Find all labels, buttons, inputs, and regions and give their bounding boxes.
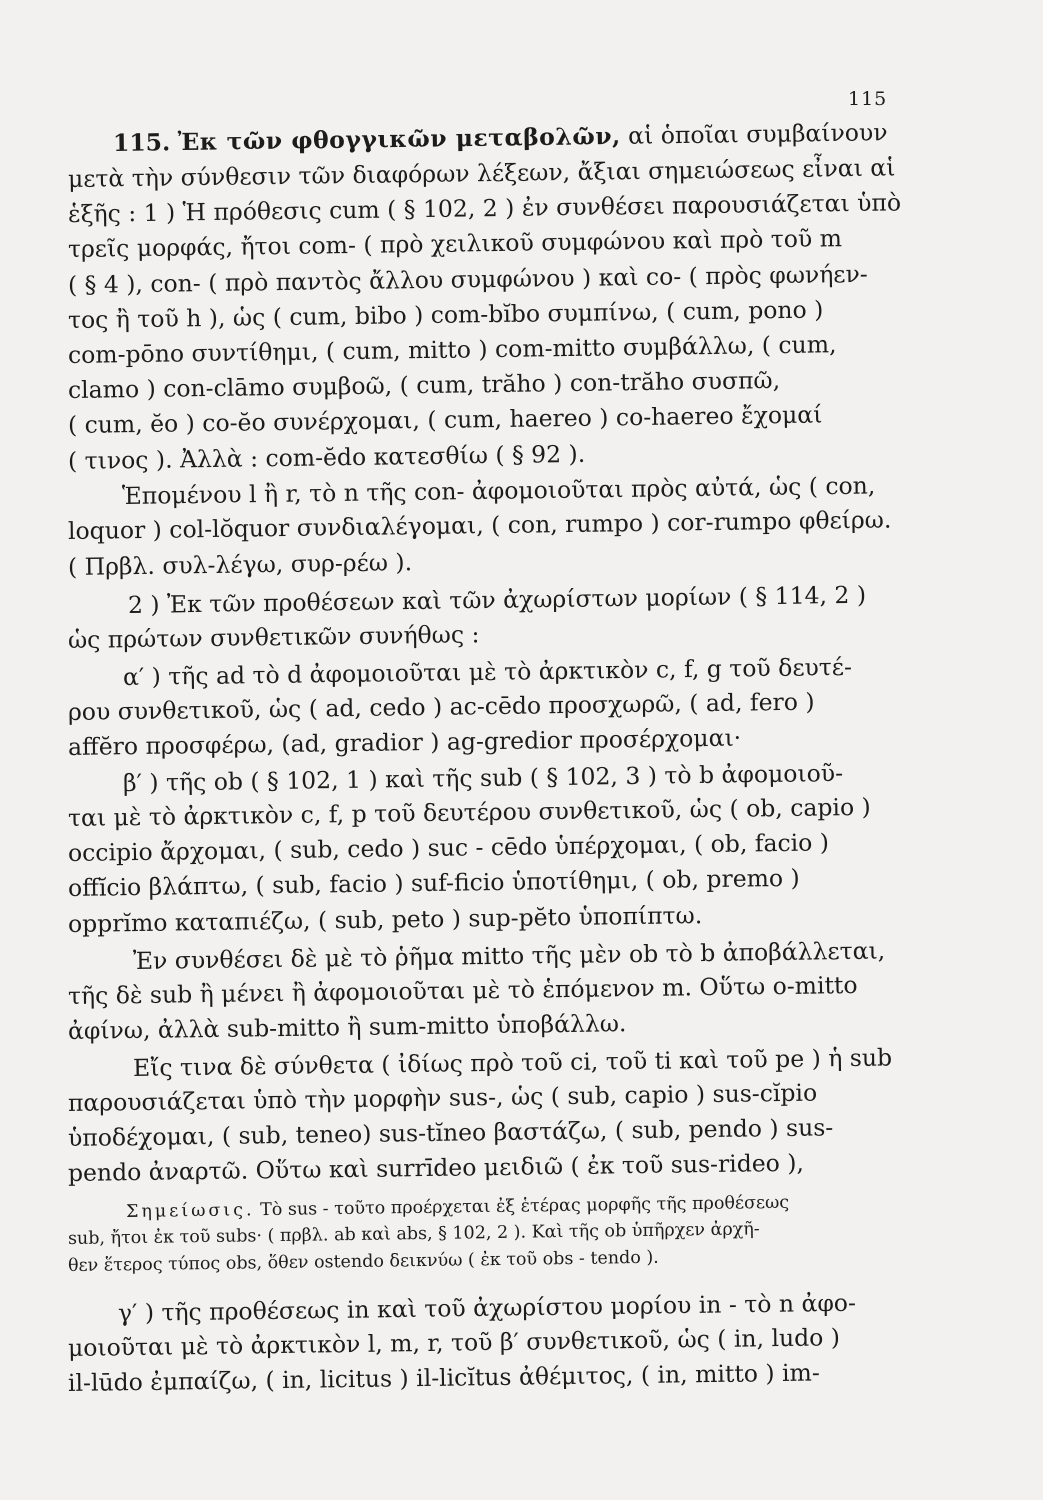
note-line: θεν ἕτερος τύπος obs, ὅθεν ostendo δεικνύω ( ἐκ τοῦ obs - tendo ). — [67, 1247, 659, 1276]
text-line: τῆς δὲ sub ἢ μένει ἢ ἀφομοιοῦται μὲ τὸ ἑπόμενον m. Οὕτω o-mitto — [67, 970, 858, 1010]
note-label: Σημείωσις. — [125, 1200, 255, 1222]
text-line-content: αἱ ὁποῖαι συμβαίνουν — [620, 118, 888, 150]
text-line: pendo ἀναρτῶ. Οὕτω καὶ surrīdeo μειδιῶ ( ἐκ τοῦ sus-rideo ), — [67, 1148, 805, 1187]
text-line: clamo ) con-clāmo συμβοῶ, ( cum, trăho ) con-trăho συσπῶ, — [67, 366, 781, 404]
text-line: ( τινος ). Ἀλλὰ : com-ĕdo κατεσθίω ( § 92 ). — [67, 439, 586, 475]
text-line: παρουσιάζεται ὑπὸ τὴν μορφὴν sus-, ὡς ( sub, capio ) sus-cĭpio — [67, 1078, 818, 1117]
text-line: ( Πρβλ. συλ-λέγω, συρ-ρέω ). — [67, 548, 413, 581]
text-line: ται μὲ τὸ ἀρκτικὸν c, f, p τοῦ δευτέρου συνθετικοῦ, ὡς ( ob, capio ) — [67, 792, 871, 832]
text-line: ὑποδέχομαι, ( sub, teneo) sus-tĭneo βαστάζω, ( sub, pendo ) sus- — [67, 1113, 834, 1152]
text-line: ( cum, ĕo ) co-ĕo συνέρχομαι, ( cum, haereo ) co-haereo ἔχομαί — [67, 400, 823, 439]
text-line: offĭcio βλάπτω, ( sub, facio ) suf-ficio ὑποτίθημι, ( ob, premo ) — [67, 863, 800, 902]
text-line: μοιοῦται μὲ τὸ ἀρκτικὸν l, m, r, τοῦ β′ συνθετικοῦ, ὡς ( in, ludo ) — [67, 1323, 841, 1362]
text-line: com-pōno συντίθημι, ( cum, mitto ) com-mitto συμβάλλω, ( cum, — [67, 330, 837, 369]
note-line-content: Τὸ sus - τοῦτο προέρχεται ἐξ ἑτέρας μορφῆς τῆς προθέσεως — [254, 1192, 790, 1221]
text-line: Εἴς τινα δὲ σύνθετα ( ἰδίως πρὸ τοῦ ci, τοῦ ti καὶ τοῦ pe ) ἡ sub — [132, 1043, 893, 1082]
text-line: affĕro προσφέρω, (ad, gradior ) ag-gredior προσέρχομαι· — [67, 723, 742, 761]
text-line: τρεῖς μορφάς, ἤτοι com- ( πρὸ χειλικοῦ συμφώνου καὶ πρὸ τοῦ m — [67, 224, 843, 263]
text-line: ἑξῆς : 1 ) Ἡ πρόθεσις cum ( § 102, 2 ) ἐν συνθέσει παρουσιάζεται ὑπὸ — [67, 188, 902, 228]
section-heading: Ἐκ τῶν φθογγικῶν μεταβολῶν, — [177, 121, 621, 157]
text-line: α′ ) τῆς ad τὸ d ἀφομοιοῦται μὲ τὸ ἀρκτικὸν c, f, g τοῦ δευτέ- — [122, 652, 853, 691]
text-line — [113, 117, 910, 158]
text-line: τος ἢ τοῦ h ), ὡς ( cum, bibo ) com-bĭbo συμπίνω, ( cum, pono ) — [67, 295, 824, 334]
text-line: γ′ ) τῆς προθέσεως in καὶ τοῦ ἀχωρίστου μορίου in - τὸ n ἀφο- — [117, 1288, 857, 1327]
text-line: ρου συνθετικοῦ, ὡς ( ad, cedo ) ac-cēdo προσχωρῶ, ( ad, fero ) — [67, 687, 815, 726]
text-line: il-lūdo ἐμπαίζω, ( in, licitus ) il-licĭtus ἀθέμιτος, ( in, mitto ) im- — [67, 1358, 820, 1397]
text-line: loquor ) col-lŏquor συνδιαλέγομαι, ( con, rumpo ) cor-rumpo φθείρω. — [67, 505, 892, 545]
text-line: Ἑπομένου l ἢ r, τὸ n τῆς con- ἀφομοιοῦται πρὸς αὐτά, ὡς ( con, — [121, 471, 876, 510]
text-line: Ἐν συνθέσει δὲ μὲ τὸ ῥῆμα mitto τῆς μὲν ob τὸ b ἀποβάλλεται, — [132, 936, 886, 975]
text-line: ( § 4 ), con- ( πρὸ παντὸς ἄλλου συμφώνου ) καὶ co- ( πρὸς φωνήεν- — [67, 259, 868, 299]
text-line: opprĭmo καταπιέζω, ( sub, peto ) sup-pĕto ὑποπίπτω. — [67, 901, 703, 938]
page-number: 115 — [848, 88, 888, 110]
text-line: occipio ἄρχομαι, ( sub, cedo ) suc - cēdo ὑπέρχομαι, ( ob, facio ) — [67, 828, 830, 867]
note-line: sub, ἤτοι ἐκ τοῦ subs· ( πρβλ. ab καὶ abs, § 102, 2 ). Καὶ τῆς ob ὑπῆρχεν ἀρχῆ- — [67, 1219, 760, 1249]
text-line: μετὰ τὴν σύνθεσιν τῶν διαφόρων λέξεων, ἄξιαι σημειώσεως εἶναι αἱ — [67, 153, 896, 193]
text-line: β′ ) τῆς ob ( § 102, 1 ) καὶ τῆς sub ( § 102, 3 ) τὸ b ἀφομοιοῦ- — [122, 758, 844, 797]
section-number: 115. — [112, 128, 171, 157]
text-line: ἀφίνω, ἀλλὰ sub-mitto ἢ sum-mitto ὑποβάλλω. — [67, 1009, 627, 1045]
text-line: 2 ) Ἐκ τῶν προθέσεων καὶ τῶν ἀχωρίστων μορίων ( § 114, 2 ) — [127, 580, 867, 619]
text-line: ὡς πρώτων συνθετικῶν συνήθως : — [67, 620, 480, 654]
